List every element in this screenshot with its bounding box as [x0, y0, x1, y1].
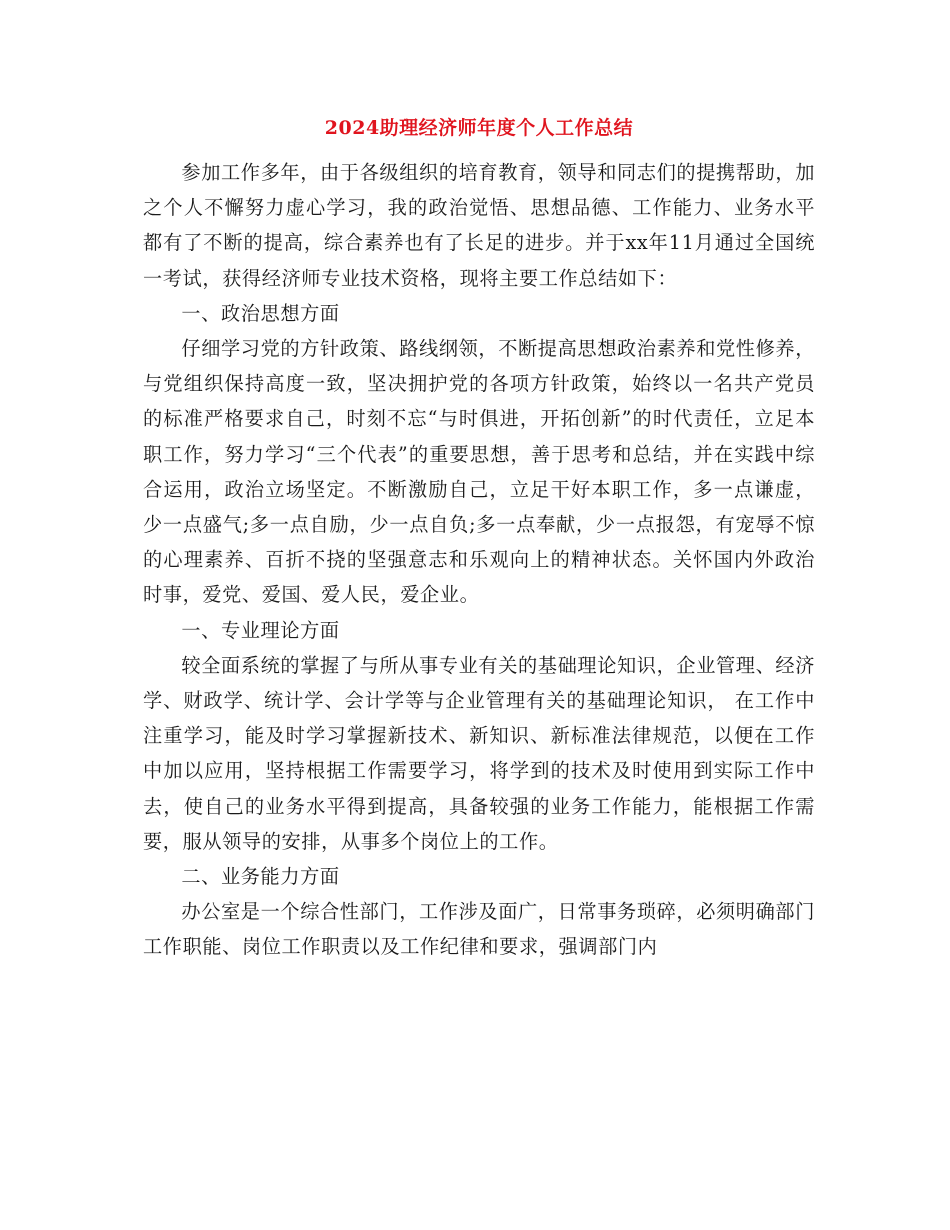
- section-heading-theory: 一、专业理论方面: [181, 618, 340, 642]
- intro-paragraph: 参加工作多年，由于各级组织的培育教育，领导和同志们的提携帮助，加之个人不懈努力虚心学习，我的政治觉悟、思想品德、工作能力、业务水平都有了不断的提高，综合素养也有了长足的进步。并于xx年11月通过全国统一考试，获得经济师专业技术资格，现将主要工作总结如下：: [143, 161, 815, 290]
- business-paragraph: 办公室是一个综合性部门，工作涉及面广，日常事务琐碎，必须明确部门工作职能、岗位工作职责以及工作纪律和要求，强调部门内: [143, 900, 815, 959]
- political-paragraph: 仔细学习党的方针政策、路线纲领，不断提高思想政治素养和党性修养，与党组织保持高度一致，坚决拥护党的各项方针政策，始终以一名共产党员的标准严格要求自己，时刻不忘“与时俱进，开拓创新”的时代责任，立足本职工作，努力学习“三个代表”的重要思想，善于思考和总结，并在实践中综合运用，政治立场坚定。不断激励自己，立足干好本职工作，多一点谦虚，少一点盛气;多一点自励，少一点自负;多一点奉献，少一点报怨，有宠辱不惊的心理素养、百折不挠的坚强意志和乐观向上的精神状态。关怀国内外政治时事，爱党、爱国、爱人民，爱企业。: [143, 337, 815, 607]
- document-page: [143, 112, 815, 965]
- section-heading-political: 一、政治思想方面: [181, 301, 340, 325]
- section-heading-business: 二、业务能力方面: [181, 865, 340, 889]
- document-title: 2024助理经济师年度个人工作总结: [324, 117, 634, 139]
- document-body: [143, 155, 815, 965]
- theory-paragraph: 较全面系统的掌握了与所从事专业有关的基础理论知识，企业管理、经济学、财政学、统计学、会计学等与企业管理有关的基础理论知识， 在工作中注重学习，能及时学习掌握新技术、新知识、新标准法律规范，以便在工作中加以应用，坚持根据工作需要学习，将学到的技术及时使用到实际工作中去，使自己的业务水平得到提高，具备较强的业务工作能力，能根据工作需要，服从领导的安排，从事多个岗位上的工作。: [143, 653, 815, 853]
